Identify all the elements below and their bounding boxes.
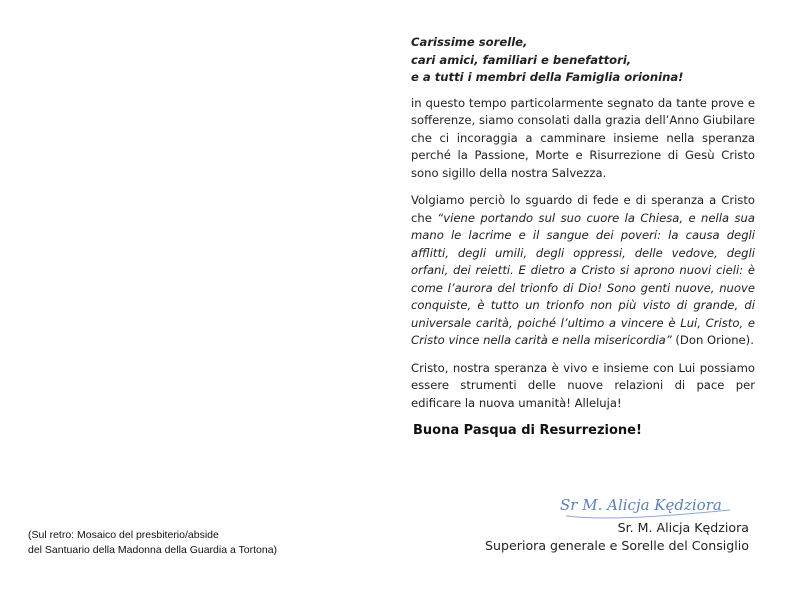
signer-block xyxy=(485,519,749,555)
signature-text: Sr M. Alicja Kędziora xyxy=(560,496,722,514)
paragraph-2 xyxy=(411,192,755,350)
paragraph-3: Cristo, nostra speranza è vivo e insieme con Lui possiamo essere strumenti delle nuove relazioni di pace per edificare la nuova umanità! Alleluja! xyxy=(411,360,755,410)
image-caption xyxy=(28,528,277,558)
caption-line-2: del Santuario della Madonna della Guardia a Tortona) xyxy=(28,544,278,556)
paragraph-2-intro: Volgiamo perciò lo sguardo di fede e di speranza a Cristo che xyxy=(411,193,755,225)
signer-name: Sr. M. Alicja Kędziora xyxy=(617,520,749,535)
don-orione-quote: “viene portando sul suo cuore la Chiesa, e nella sua mano le lacrime e il sangue dei poveri: la causa degli afflitti, degli umili, degli oppressi, delle vedove, degli orfani, dei reietti. E dietro a Cristo si aprono nuovi cieli: è come l’aurora del trionfo di Dio! Sono genti nuove, nuove conquiste, è tutto un trionfo non più visto di grande, di universale carità, poiché l’ultimo a vincere è Lui, Cristo, e Cristo vince nella carità e nella misericordia” xyxy=(411,210,755,347)
greeting-line-2: cari amici, familiari e benefattori, xyxy=(411,52,632,67)
caption-line-1: (Sul retro: Mosaico del presbiterio/abside xyxy=(28,529,219,541)
handwritten-signature xyxy=(560,496,722,514)
greeting-line-1: Carissime sorelle, xyxy=(411,35,528,49)
letter-greeting xyxy=(411,34,755,87)
greeting-line-3: e a tutti i membri della Famiglia orionina! xyxy=(411,70,684,84)
signer-role: Superiora generale e Sorelle del Consiglio xyxy=(485,538,749,553)
letter-body xyxy=(411,34,755,440)
closing-greeting: Buona Pasqua di Resurrezione! xyxy=(413,423,642,438)
paragraph-1: in questo tempo particolarmente segnato da tante prove e sofferenze, siamo consolati dalla grazia dell’Anno Giubilare che ci incoraggia a camminare insieme nella speranza perché la Passione, Morte e Risurrezione di Gesù Cristo sono sigillo della nostra Salvezza. xyxy=(411,95,755,180)
quote-source: (Don Orione). xyxy=(671,333,754,347)
